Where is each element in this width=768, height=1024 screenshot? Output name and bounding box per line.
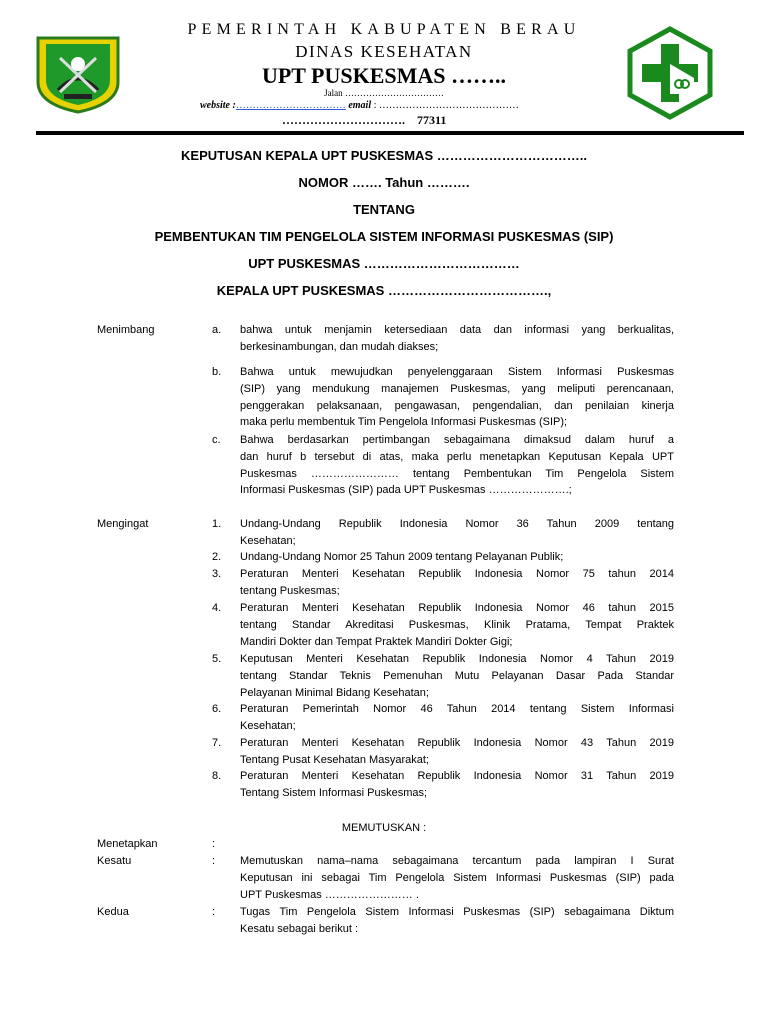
menimbang-item-c: Bahwa berdasarkan pertimbangan sebagaimana dimaksud dalam huruf a dan huruf b tersebut di atas, maka perlu menetapkan Keputusan Kepala UPT Puskesmas …………………… tentang Pembentukan Tim Pengelola Sistem Informasi Puskesmas (SIP) pada UPT Puskesmas ………………….; [240, 434, 674, 497]
kesatu-text: Memutuskan nama–nama sebagaimana tercantum pada lampiran I Surat Keputusan ini sebagai Tim Pengelola Sistem Informasi Puskesmas (SIP) pada UPT Puskesmas …………………… . [240, 855, 674, 901]
menimbang-item-a: bahwa untuk menjamin ketersediaan data dan informasi yang berkualitas, berkesinambungan, dan mudah diakses; [240, 324, 674, 353]
mengingat-item-7: Peraturan Menteri Kesehatan Republik Indonesia Nomor 43 Tahun 2019 Tentang Pusat Kesehatan Masyarakat; [240, 737, 674, 766]
menimbang-marker-c: c. [212, 434, 221, 446]
memutuskan-heading: MEMUTUSKAN : [341, 822, 427, 834]
department-name: DINAS KESEHATAN [295, 42, 473, 61]
mengingat-item-4: Peraturan Menteri Kesehatan Republik Indonesia Nomor 46 tahun 2015 tentang Standar Akreditasi Puskesmas, Klinik Pratama, Tempat Praktek Mandiri Dokter dan Tempat Praktek Mandiri Dokter Gigi; [240, 602, 674, 648]
address-line: Jalan …………………………… [324, 88, 444, 98]
kedua-colon: : [212, 906, 216, 918]
kesatu-colon: : [212, 855, 216, 867]
mengingat-item-2: Undang-Undang Nomor 25 Tahun 2009 tentang Pelayanan Publik; [240, 551, 564, 563]
menetapkan-colon: : [212, 838, 216, 850]
website-link[interactable]: …………………………… [235, 100, 346, 111]
decree-number: NOMOR ……. Tahun ………. [298, 175, 470, 190]
email-value: : …………………………………… [373, 100, 519, 111]
decree-subject: PEMBENTUKAN TIM PENGELOLA SISTEM INFORMASI PUSKESMAS (SIP) [154, 229, 614, 244]
mengingat-item-3: Peraturan Menteri Kesehatan Republik Indonesia Nomor 75 tahun 2014 tentang Puskesmas; [240, 568, 674, 597]
postal-line [282, 113, 446, 128]
kedua-label: Kedua [97, 906, 129, 918]
kedua-text: Tugas Tim Pengelola Sistem Informasi Puskesmas (SIP) sebagaimana Diktum Kesatu sebagai berikut : [240, 906, 674, 935]
letterhead-rule [36, 131, 744, 135]
decree-head: KEPALA UPT PUSKESMAS ………………………………., [216, 283, 552, 298]
mengingat-label: Mengingat [97, 518, 149, 530]
mengingat-item-5: Keputusan Menteri Kesehatan Republik Indonesia Nomor 4 Tahun 2019 tentang Standar Teknis Pemenuhan Mutu Pelayanan Dasar Pada Standar Pelayanan Minimal Bidang Kesehatan; [240, 653, 674, 699]
kesatu-label: Kesatu [97, 855, 132, 867]
email-label: email [348, 100, 372, 111]
mengingat-marker-2: 2. [212, 551, 222, 563]
mengingat-marker-3: 3. [212, 568, 222, 580]
mengingat-item-8: Peraturan Menteri Kesehatan Republik Indonesia Nomor 31 Tahun 2019 Tentang Sistem Informasi Puskesmas; [240, 770, 674, 799]
government-name: PEMERINTAH KABUPATEN BERAU [187, 21, 581, 38]
mengingat-marker-1: 1. [212, 518, 222, 530]
decree-unit: UPT PUSKESMAS ……………………………… [248, 256, 520, 271]
menetapkan-label: Menetapkan [97, 838, 158, 850]
decree-title: KEPUTUSAN KEPALA UPT PUSKESMAS …………………………….. [181, 148, 587, 163]
mengingat-item-6: Peraturan Pemerintah Nomor 46 Tahun 2014 tentang Sistem Informasi Kesehatan; [240, 703, 674, 732]
mengingat-item-1: Undang-Undang Republik Indonesia Nomor 36 Tahun 2009 tentang Kesehatan; [240, 518, 674, 547]
mengingat-marker-5: 5. [212, 653, 222, 665]
postal-code: 77311 [417, 113, 447, 127]
website-label: website : [200, 100, 236, 111]
mengingat-marker-6: 6. [212, 703, 222, 715]
menimbang-label: Menimbang [97, 324, 155, 336]
menimbang-marker-b: b. [212, 366, 222, 378]
mengingat-marker-8: 8. [212, 770, 222, 782]
contact-line [200, 100, 519, 111]
decree-tentang: TENTANG [353, 202, 415, 217]
postal-prefix: …………………………. [282, 113, 405, 127]
mengingat-marker-7: 7. [212, 737, 222, 749]
menimbang-item-b: Bahwa untuk mewujudkan penyelenggaraan Sistem Informasi Puskesmas (SIP) yang mendukung manajemen Puskesmas, yang meliputi perencanaan, penggerakan pelaksanaan, pengawasan, pengendalian, dan penilaian kinerja maka perlu membentuk Tim Pengelola Informasi Puskesmas (SIP); [240, 366, 674, 429]
menimbang-marker-a: a. [212, 324, 222, 336]
mengingat-marker-4: 4. [212, 602, 222, 614]
unit-name: UPT PUSKESMAS …….. [261, 63, 507, 88]
